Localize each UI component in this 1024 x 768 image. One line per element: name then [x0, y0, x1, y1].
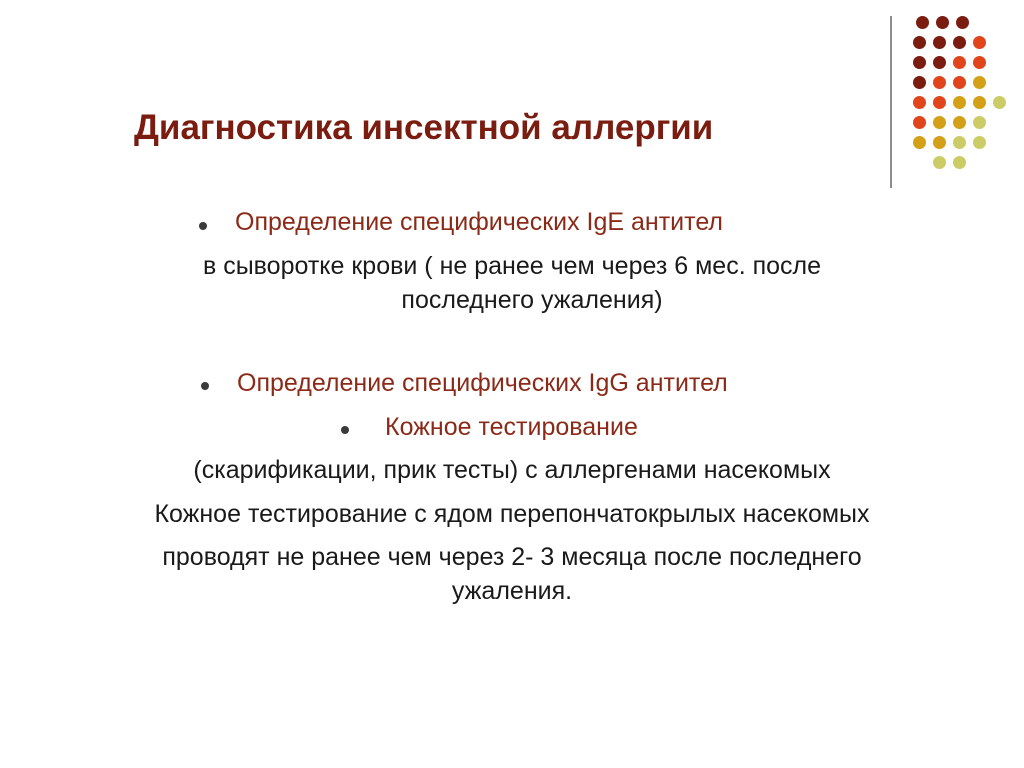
decorative-dot — [953, 56, 966, 69]
decorative-dot — [933, 116, 946, 129]
decorative-dot — [953, 36, 966, 49]
decorative-dot — [953, 76, 966, 89]
decorative-dot — [933, 76, 946, 89]
slide-title: Диагностика инсектной аллергии — [134, 108, 714, 147]
decorative-dot — [913, 116, 926, 129]
body-line-venom-test: Кожное тестирование с ядом перепончатокрылых насекомых — [154, 500, 870, 528]
decorative-dot — [953, 116, 966, 129]
decorative-dot — [913, 36, 926, 49]
decorative-dot — [973, 96, 986, 109]
decorative-dot — [933, 136, 946, 149]
decorative-dot — [973, 136, 986, 149]
decorative-dot — [933, 96, 946, 109]
decorative-dot — [933, 156, 946, 169]
decorative-dot — [953, 156, 966, 169]
decorative-dot — [933, 36, 946, 49]
decorative-divider — [890, 16, 892, 188]
body-line-last-sting: последнего ужаления) — [401, 286, 663, 314]
decorative-dot — [953, 136, 966, 149]
decorative-dot — [913, 56, 926, 69]
decorative-dot — [936, 16, 949, 29]
bullet-skin-test: Кожное тестирование — [385, 413, 638, 441]
body-line-timing: проводят не ранее чем через 2- 3 месяца после последнего — [162, 543, 862, 571]
body-line-sting: ужаления. — [451, 577, 573, 605]
decorative-dot — [973, 56, 986, 69]
decorative-dot — [973, 76, 986, 89]
decorative-dot — [956, 16, 969, 29]
bullet-icon — [341, 426, 349, 434]
decorative-dot — [913, 136, 926, 149]
bullet-ige: Определение специфических IgE антител — [235, 208, 723, 236]
decorative-dot — [973, 36, 986, 49]
decorative-dot — [916, 16, 929, 29]
decorative-dot — [953, 96, 966, 109]
decorative-dot — [933, 56, 946, 69]
decorative-dot — [973, 116, 986, 129]
bullet-icon — [199, 222, 207, 230]
decorative-dot — [913, 76, 926, 89]
body-line-serum: в сыворотке крови ( не ранее чем через 6 мес. после — [202, 252, 822, 280]
decorative-dot — [993, 96, 1006, 109]
bullet-igg: Определение специфических IgG антител — [237, 369, 728, 397]
decorative-dot — [913, 96, 926, 109]
bullet-icon — [201, 382, 209, 390]
body-line-scarification: (скарификации, прик тесты) с аллергенами насекомых — [193, 456, 831, 484]
